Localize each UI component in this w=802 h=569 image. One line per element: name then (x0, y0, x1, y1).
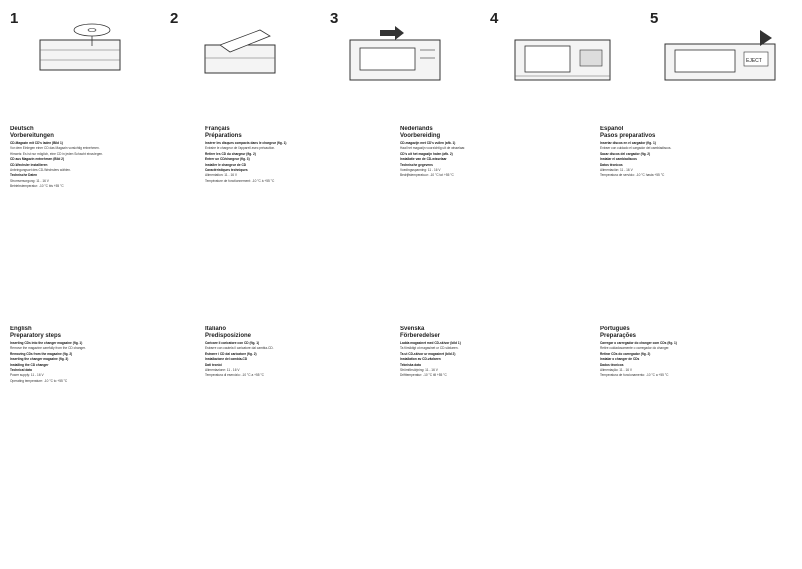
step-number: 1 (10, 10, 19, 27)
paragraph: Ladda magasinet med CD-skivor (bild 1) (400, 341, 461, 345)
paragraph: Technical data (10, 368, 32, 373)
paragraph: Technische gegevens (400, 162, 433, 167)
paragraph: Alimentation: 11 - 16 V (205, 173, 238, 178)
step-3-illustration (320, 0, 480, 96)
step-5-illustration (640, 0, 800, 96)
section-language: Français (205, 126, 230, 132)
step-1-illustration (0, 0, 160, 96)
paragraph: CD's uit het magazijn halen (afb. 2) (400, 151, 453, 156)
paragraph: Alimentação: 11 - 16 V (600, 368, 633, 373)
paragraph: Bedrijfstemperatuur: -10 °C tot +55 °C (400, 173, 454, 178)
paragraph: Instalar o changer de CDs (600, 357, 640, 362)
paragraph: Inserting CDs into the changer magazine (fig. 1) (10, 341, 83, 345)
paragraph: Estrarre i CD dal caricatore (fig. 2) (205, 351, 257, 356)
paragraph: Haal het magazijn voorzichtig uit de wisselaar. (400, 146, 466, 151)
eject-label: EJECT (746, 58, 762, 64)
section-title: Preparatory steps (10, 333, 62, 339)
section-espanol (600, 126, 790, 316)
paragraph: Vor dem Einlegen einer CD das Magazin vorsichtig entnehmen. (10, 146, 100, 151)
paragraph: Hinweis: Es ist nur möglich, eine CD in jeden Schacht einzulegen. (10, 151, 104, 156)
section-nederlands (400, 126, 590, 316)
paragraph: Inserting the changer magazine (fig. 3) (10, 357, 69, 362)
paragraph: Extraer con cuidado el cargador del cambiadiscos. (600, 146, 672, 151)
paragraph: Caricare il caricatore con CD (fig. 1) (205, 341, 260, 345)
paragraph: Alimentazione: 11 - 16 V (205, 368, 240, 373)
section-title: Pasos preparativos (600, 133, 656, 139)
paragraph: Technische Daten (10, 173, 38, 178)
paragraph: CD aus Magazin entnehmen (Bild 2) (10, 157, 65, 162)
cd-changer-insert-icon (320, 0, 480, 96)
paragraph: Remove the magazine carefully from the CD changer. (10, 346, 86, 351)
paragraph: Installing the CD changer (10, 362, 49, 367)
step-number: 4 (490, 10, 499, 27)
section-title: Préparations (205, 133, 242, 139)
instruction-columns (10, 98, 796, 566)
paragraph: CD-magazijn met CD's vullen (afb. 1) (400, 141, 456, 145)
paragraph: Temperatura de funcionamento: -10 °C a +55 °C (600, 373, 669, 378)
paragraph: Anbringungsort des CD-Wechslers wählen. (10, 168, 71, 173)
paragraph: Temperatura de servicio: -10 °C hasta +55 °C (600, 173, 665, 178)
paragraph: Dados técnicos (600, 362, 624, 367)
paragraph: Power supply: 11 - 16 V (10, 373, 44, 378)
cd-remove-icon (160, 0, 320, 96)
paragraph: Carregar o carregador do changer com CDs (fig. 1) (600, 341, 677, 345)
section-language: Italiano (205, 326, 227, 332)
paragraph: Installazione del cambia-CD (205, 357, 248, 362)
paragraph: Retirar CDs do carregador (fig. 2) (600, 351, 651, 356)
paragraph: Ta ut CD-skivor ur magasinet (bild 2) (400, 351, 456, 356)
paragraph: Dati tecnici (205, 362, 223, 367)
section-language: Nederlands (400, 126, 433, 132)
step-4-illustration (480, 0, 640, 96)
section-english (10, 326, 195, 566)
section-deutsch (10, 126, 195, 316)
illustration-strip (0, 0, 802, 96)
section-language: Español (600, 126, 624, 132)
section-language: Svenska (400, 326, 425, 332)
paragraph: Stromversorgung: 11 - 16 V (10, 178, 49, 183)
section-title: Predisposizione (205, 333, 252, 339)
cd-magazine-load-icon (0, 0, 160, 96)
cd-changer-open-icon (480, 0, 640, 96)
section-title: Vorbereitungen (10, 133, 54, 139)
paragraph: Insertar discos en el cargador (fig. 1) (600, 141, 656, 145)
paragraph: Alimentación: 11 - 16 V (600, 168, 633, 173)
section-svenska (400, 326, 590, 566)
paragraph: Retire cuidadosamente o carregador do changer. (600, 346, 670, 351)
paragraph: Sacar discos del cargador (fig. 2) (600, 151, 651, 156)
section-title: Voorbereiding (400, 133, 441, 139)
step-number: 3 (330, 10, 339, 27)
paragraph: Insérer les disques compacts dans le chargeur (fig. 1) (205, 141, 287, 145)
paragraph: Retirer les CD du chargeur (fig. 2) (205, 151, 256, 156)
section-language: English (10, 326, 32, 332)
paragraph: Strömförsörjning: 11 - 16 V (400, 368, 438, 373)
step-number: 5 (650, 10, 659, 27)
section-francais (205, 126, 390, 316)
paragraph: Removing CDs from the magazine (fig. 2) (10, 351, 73, 356)
paragraph: Température de fonctionnement: -10 °C à +55 °C (205, 178, 275, 183)
section-language: Deutsch (10, 126, 34, 132)
paragraph: Voedingsspanning: 11 - 16 V (400, 168, 441, 173)
paragraph: Extraire le chargeur de l'appareil avec précaution. (205, 146, 276, 151)
step-number: 2 (170, 10, 179, 27)
paragraph: Datos técnicos (600, 162, 623, 167)
paragraph: Ta försiktigt ut magasinet ur CD-växlaren. (400, 346, 459, 351)
section-language: Português (600, 326, 630, 332)
paragraph: Installatie van de CD-wisselaar (400, 157, 447, 162)
paragraph: Installer le changeur de CD (205, 162, 247, 167)
paragraph: Operating temperature: -10 °C to +55 °C (10, 378, 68, 383)
paragraph: Temperatura di esercizio: -10 °C a +55 °C (205, 373, 264, 378)
section-title: Förberedelser (400, 333, 441, 339)
paragraph: Drifttemperatur: -10 °C till +55 °C (400, 373, 447, 378)
section-title: Preparações (600, 333, 637, 339)
paragraph: CD-Wechsler installieren (10, 162, 48, 167)
paragraph: Instalar el cambiadiscos (600, 157, 637, 162)
paragraph: Installation av CD-växlaren (400, 357, 441, 362)
paragraph: Estrarre con cautela il caricatore dal cambia-CD. (205, 346, 274, 351)
cd-changer-eject-icon (640, 0, 800, 96)
paragraph: Entrer un CD/chargeur (fig. 3) (205, 157, 250, 162)
paragraph: Tekniska data (400, 362, 421, 367)
paragraph: Caractéristiques techniques (205, 168, 248, 173)
step-2-illustration (160, 0, 320, 96)
paragraph: CD-Magazin mit CD's laden (Bild 1) (10, 141, 63, 145)
section-italiano (205, 326, 390, 566)
paragraph: Betriebstemperatur: -10 °C bis +55 °C (10, 184, 64, 189)
section-portugues (600, 326, 790, 566)
